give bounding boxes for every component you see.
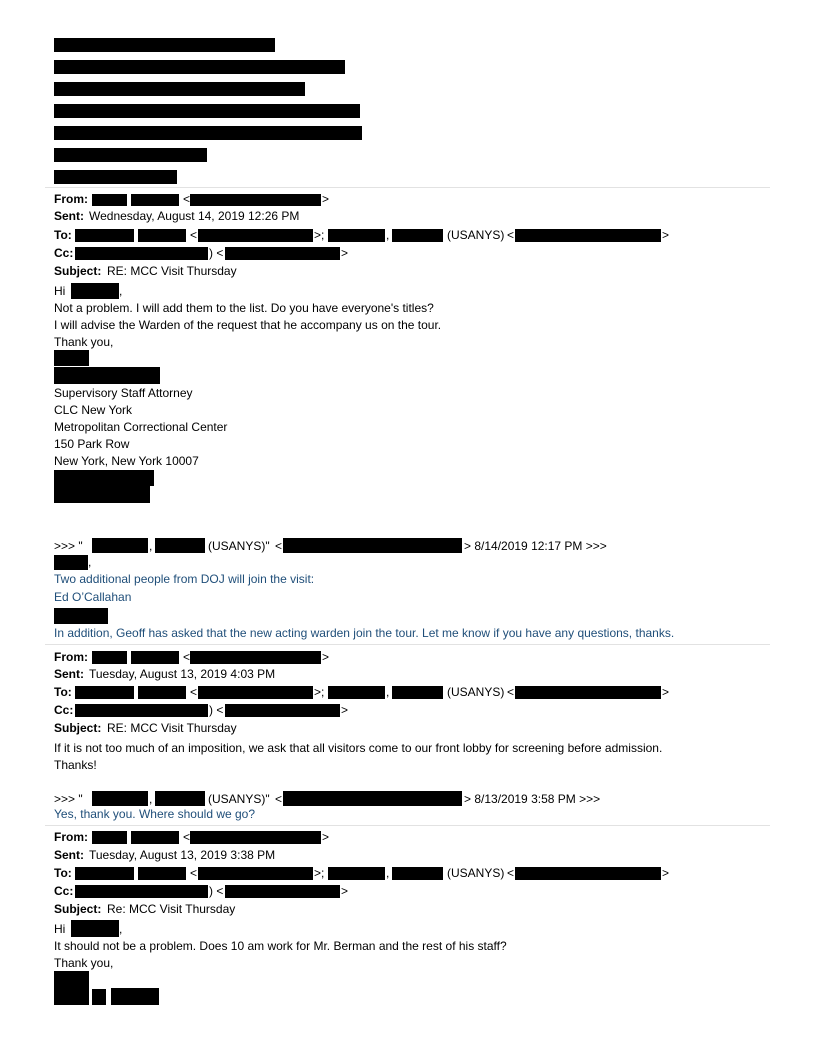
sent-value: Tuesday, August 13, 2019 4:03 PM	[89, 667, 276, 681]
redaction	[92, 791, 148, 806]
angle-close: >	[341, 703, 349, 717]
redaction	[71, 283, 119, 299]
redaction	[198, 229, 313, 242]
redaction	[138, 867, 186, 880]
from-label: From:	[54, 192, 88, 206]
redaction	[392, 867, 443, 880]
signature-line: CLC New York	[54, 403, 133, 417]
quote-prefix: >>> "	[54, 539, 83, 553]
body-line: It should not be a problem. Does 10 am work for Mr. Berman and the rest of his staff?	[54, 939, 507, 953]
paren-angle: ) <	[209, 884, 224, 898]
angle-open: <	[183, 650, 191, 664]
sent-label: Sent:	[54, 209, 84, 223]
sent-value: Tuesday, August 13, 2019 3:38 PM	[89, 848, 276, 862]
redaction	[92, 831, 127, 844]
to-label: To:	[54, 685, 72, 699]
redaction	[515, 686, 661, 699]
redaction	[75, 247, 208, 260]
redaction	[225, 885, 340, 898]
angle-open: <	[190, 685, 198, 699]
redaction	[155, 791, 205, 806]
from-label: From:	[54, 830, 88, 844]
quote-line: Two additional people from DOJ will join the visit:	[54, 572, 315, 586]
redaction	[54, 470, 154, 486]
quote-line: Ed O’Callahan	[54, 590, 132, 604]
redaction	[54, 170, 177, 184]
angle-close: >	[341, 884, 349, 898]
sent-label: Sent:	[54, 848, 84, 862]
redaction	[225, 704, 340, 717]
signature-line: Metropolitan Correctional Center	[54, 420, 228, 434]
body-line: I will advise the Warden of the request that he accompany us on the tour.	[54, 318, 442, 332]
angle-close: >;	[314, 685, 325, 699]
paren-angle: ) <	[209, 703, 224, 717]
redaction	[54, 971, 89, 1005]
cc-label: Cc:	[54, 884, 74, 898]
angle-open: <	[183, 830, 191, 844]
subject-label: Subject:	[54, 721, 102, 735]
redaction	[92, 989, 106, 1005]
greeting: Hi	[54, 922, 66, 936]
subject-label: Subject:	[54, 264, 102, 278]
redaction	[75, 686, 134, 699]
comma: ,	[88, 555, 92, 569]
redaction	[328, 867, 385, 880]
subject-value: Re: MCC Visit Thursday	[107, 902, 236, 916]
redaction	[283, 538, 462, 553]
angle-close: >;	[314, 228, 325, 242]
separator	[45, 187, 770, 188]
redaction	[155, 538, 205, 553]
body-line: Thank you,	[54, 956, 114, 970]
redaction	[54, 82, 305, 96]
signature-line: 150 Park Row	[54, 437, 130, 451]
redaction	[92, 538, 148, 553]
redaction	[75, 229, 134, 242]
subject-label: Subject:	[54, 902, 102, 916]
redaction	[392, 229, 443, 242]
angle-close: >	[322, 830, 330, 844]
redaction	[515, 867, 661, 880]
redaction	[328, 686, 385, 699]
paren-angle: ) <	[209, 246, 224, 260]
comma: ,	[149, 792, 153, 806]
redaction	[54, 350, 89, 366]
redaction	[75, 867, 134, 880]
redaction	[111, 988, 159, 1005]
redaction	[92, 194, 127, 206]
angle-close: >	[662, 866, 670, 880]
angle-open: <	[190, 866, 198, 880]
redaction	[198, 867, 313, 880]
redaction	[75, 885, 208, 898]
sent-value: Wednesday, August 14, 2019 12:26 PM	[89, 209, 300, 223]
redaction	[54, 486, 150, 503]
cc-label: Cc:	[54, 246, 74, 260]
comma: ,	[119, 922, 123, 936]
quote-prefix: >>> "	[54, 792, 83, 806]
angle-open: <	[190, 228, 198, 242]
to-label: To:	[54, 228, 72, 242]
redaction	[54, 555, 88, 570]
redaction	[131, 831, 179, 844]
angle-close: >	[322, 192, 330, 206]
agency-label: (USANYS)	[447, 866, 505, 880]
redaction	[515, 229, 661, 242]
redaction	[54, 367, 160, 384]
comma: ,	[386, 866, 390, 880]
angle-close: >;	[314, 866, 325, 880]
redaction	[54, 148, 207, 162]
redaction	[54, 60, 345, 74]
signature-line: Supervisory Staff Attorney	[54, 386, 193, 400]
quote-header-date: 8/13/2019 3:58 PM >>>	[474, 792, 601, 806]
quote-line: Yes, thank you. Where should we go?	[54, 807, 256, 821]
body-line: Thank you,	[54, 335, 114, 349]
redaction	[283, 791, 462, 806]
agency-label: (USANYS)	[447, 685, 505, 699]
redaction	[392, 686, 443, 699]
cc-label: Cc:	[54, 703, 74, 717]
subject-value: RE: MCC Visit Thursday	[107, 264, 237, 278]
angle-close: >	[662, 685, 670, 699]
angle-close: >	[341, 246, 349, 260]
angle-open: <	[183, 192, 191, 206]
quote-line: In addition, Geoff has asked that the new acting warden join the tour. Let me know if you have any questions, thanks.	[54, 626, 675, 640]
angle-open: <	[275, 792, 283, 806]
agency-label: (USANYS)"	[208, 539, 270, 553]
separator	[45, 825, 770, 826]
subject-value: RE: MCC Visit Thursday	[107, 721, 237, 735]
body-line: Thanks!	[54, 758, 97, 772]
redaction	[131, 194, 179, 206]
quote-header-date: 8/14/2019 12:17 PM >>>	[474, 539, 607, 553]
angle-close: >	[322, 650, 330, 664]
signature-line: New York, New York 10007	[54, 454, 199, 468]
redaction	[92, 651, 127, 664]
comma: ,	[149, 539, 153, 553]
comma: ,	[119, 284, 123, 298]
redaction	[225, 247, 340, 260]
angle-open: <	[507, 866, 515, 880]
quote-header: > 8/14/2019 12:17 PM >>>	[464, 539, 607, 553]
redaction	[190, 651, 321, 664]
from-label: From:	[54, 650, 88, 664]
angle-close: >	[662, 228, 670, 242]
redaction	[190, 831, 321, 844]
quote-header: > 8/13/2019 3:58 PM >>>	[464, 792, 601, 806]
angle-open: <	[507, 228, 515, 242]
comma: ,	[386, 228, 390, 242]
sent-label: Sent:	[54, 667, 84, 681]
redaction	[190, 194, 321, 206]
body-line: Not a problem. I will add them to the list. Do you have everyone's titles?	[54, 301, 434, 315]
to-label: To:	[54, 866, 72, 880]
greeting: Hi	[54, 284, 66, 298]
redaction	[138, 229, 186, 242]
redaction	[138, 686, 186, 699]
redaction	[54, 608, 108, 624]
redaction	[198, 686, 313, 699]
redaction	[75, 704, 208, 717]
body-line: If it is not too much of an imposition, we ask that all visitors come to our front lobby for screening before admission.	[54, 741, 663, 755]
angle-open: <	[507, 685, 515, 699]
comma: ,	[386, 685, 390, 699]
redaction	[328, 229, 385, 242]
separator	[45, 644, 770, 645]
redaction	[54, 38, 275, 52]
redaction	[71, 920, 119, 937]
agency-label: (USANYS)"	[208, 792, 270, 806]
redaction	[131, 651, 179, 664]
redaction	[54, 104, 360, 118]
agency-label: (USANYS)	[447, 228, 505, 242]
angle-open: <	[275, 539, 283, 553]
redaction	[54, 126, 362, 140]
